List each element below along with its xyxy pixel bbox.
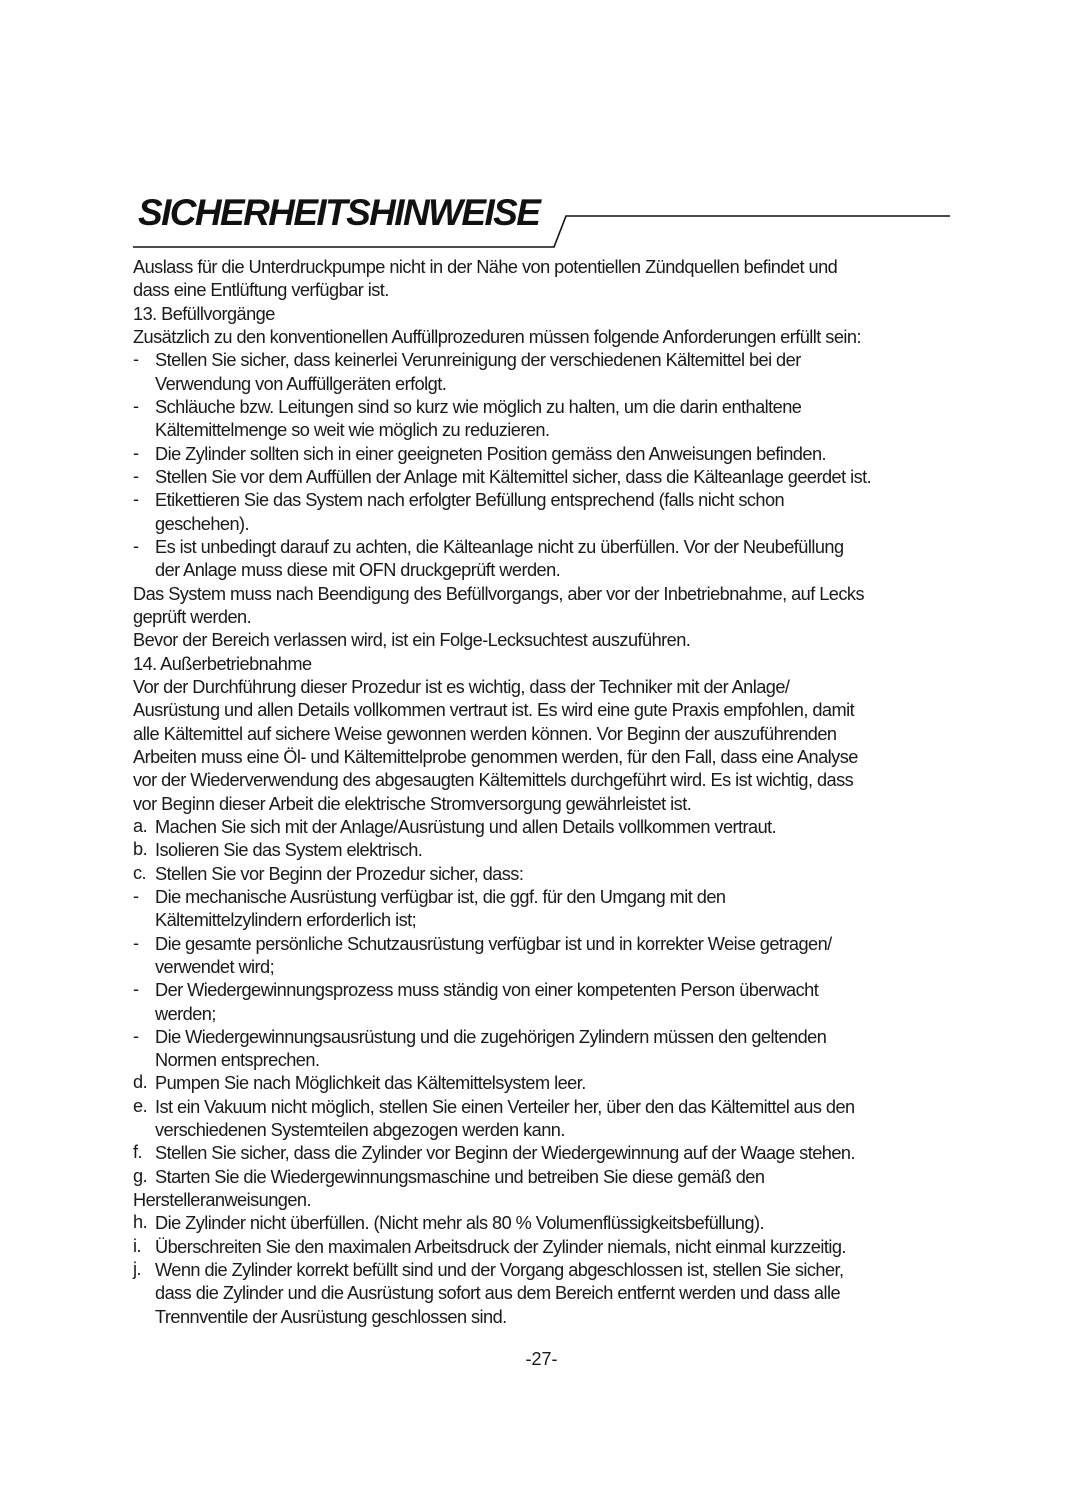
text-line: Starten Sie die Wiedergewinnungsmaschine und betreiben Sie diese gemäß den bbox=[155, 1166, 765, 1187]
text-line: Machen Sie sich mit der Anlage/Ausrüstung und allen Details vollkommen vertraut. bbox=[155, 816, 777, 837]
text-line: Normen entsprechen. bbox=[155, 1050, 320, 1071]
text-line: 14. Außerbetriebnahme bbox=[133, 653, 312, 674]
text-line: vor Beginn dieser Arbeit die elektrische Stromversorgung gewährleistet ist. bbox=[133, 793, 692, 814]
list-item bbox=[133, 979, 963, 1026]
text-line: Die Zylinder sollten sich in einer geeigneten Position gemäss den Anweisungen befinden. bbox=[155, 443, 827, 464]
list-marker: d. bbox=[133, 1072, 148, 1093]
text-line: Herstelleranweisungen. bbox=[133, 1190, 311, 1211]
text-line: Ist ein Vakuum nicht möglich, stellen Sie einen Verteiler her, über den das Kältemittel aus den bbox=[155, 1096, 855, 1117]
text-line: Überschreiten Sie den maximalen Arbeitsdruck der Zylinder niemals, nicht einmal kurzzeitig. bbox=[155, 1236, 846, 1257]
text-line: Die gesamte persönliche Schutzausrüstung verfügbar ist und in korrekter Weise getragen/ bbox=[155, 933, 832, 954]
text-line: Zusätzlich zu den konventionellen Auffüllprozeduren müssen folgende Anforderungen erfüllt sein: bbox=[133, 326, 861, 347]
text-line: 13. Befüllvorgänge bbox=[133, 303, 275, 324]
text-line: verschiedenen Systemteilen abgezogen werden kann. bbox=[155, 1120, 565, 1141]
list-item bbox=[133, 933, 963, 980]
text-line: Stellen Sie sicher, dass keinerlei Verunreinigung der verschiedenen Kältemittel bei der bbox=[155, 350, 801, 371]
list-item bbox=[133, 839, 963, 862]
text-line: Kältemittelmenge so weit wie möglich zu reduzieren. bbox=[155, 420, 550, 441]
text-line: vor der Wiederverwendung des abgesaugten Kältemittels durchgeführt wird. Es ist wichtig, dass bbox=[133, 770, 854, 791]
list-item bbox=[133, 443, 963, 466]
list-marker: - bbox=[133, 395, 139, 416]
text-line: Schläuche bzw. Leitungen sind so kurz wie möglich zu halten, um die darin enthaltene bbox=[155, 396, 802, 417]
text-line: der Anlage muss diese mit OFN druckgeprüft werden. bbox=[155, 560, 561, 581]
text-line: geprüft werden. bbox=[133, 606, 252, 627]
document-body bbox=[133, 256, 963, 1329]
title-rule-divider bbox=[0, 0, 1083, 300]
text-line: Die mechanische Ausrüstung verfügbar ist, die ggf. für den Umgang mit den bbox=[155, 886, 726, 907]
text-line: Etikettieren Sie das System nach erfolgter Befüllung entsprechend (falls nicht schon bbox=[155, 490, 785, 511]
list-marker: - bbox=[133, 349, 139, 370]
paragraph bbox=[133, 303, 963, 326]
list-marker: a. bbox=[133, 815, 148, 836]
list-marker: h. bbox=[133, 1212, 148, 1233]
list-marker: j. bbox=[133, 1259, 141, 1280]
text-line: Arbeiten muss eine Öl- und Kältemittelprobe genommen werden, für den Fall, dass eine Analyse bbox=[133, 746, 858, 767]
list-item bbox=[133, 1072, 963, 1095]
text-line: werden; bbox=[155, 1003, 216, 1024]
text-line: Die Wiedergewinnungsausrüstung und die zugehörigen Zylindern müssen den geltenden bbox=[155, 1026, 827, 1047]
text-line: Pumpen Sie nach Möglichkeit das Kältemittelsystem leer. bbox=[155, 1073, 586, 1094]
list-item bbox=[133, 536, 963, 583]
paragraph bbox=[133, 583, 963, 630]
list-item bbox=[133, 466, 963, 489]
list-marker: - bbox=[133, 979, 139, 1000]
text-line: Es ist unbedingt darauf zu achten, die Kälteanlage nicht zu überfüllen. Vor der Neubefüllung bbox=[155, 536, 844, 557]
text-line: Verwendung von Auffüllgeräten erfolgt. bbox=[155, 373, 447, 394]
text-line: Das System muss nach Beendigung des Befüllvorgangs, aber vor der Inbetriebnahme, auf Lecks bbox=[133, 583, 864, 604]
list-item bbox=[133, 349, 963, 396]
list-marker: f. bbox=[133, 1142, 143, 1163]
list-marker: - bbox=[133, 535, 139, 556]
list-item bbox=[133, 886, 963, 933]
list-marker: i. bbox=[133, 1235, 141, 1256]
paragraph bbox=[133, 629, 963, 652]
page-number: -27- bbox=[525, 1349, 558, 1369]
list-marker: c. bbox=[133, 862, 147, 883]
text-line: Isolieren Sie das System elektrisch. bbox=[155, 840, 423, 861]
text-line: Stellen Sie sicher, dass die Zylinder vor Beginn der Wiedergewinnung auf der Waage stehen. bbox=[155, 1143, 855, 1164]
text-line: dass eine Entlüftung verfügbar ist. bbox=[133, 280, 389, 301]
list-item bbox=[133, 1259, 963, 1329]
list-item bbox=[133, 816, 963, 839]
section-title: SICHERHEITSHINWEISE bbox=[138, 192, 540, 233]
list-item bbox=[133, 1026, 963, 1073]
list-item bbox=[133, 489, 963, 536]
list-marker: e. bbox=[133, 1095, 148, 1116]
list-item bbox=[133, 1166, 963, 1213]
list-marker: - bbox=[133, 465, 139, 486]
paragraph bbox=[133, 653, 963, 676]
text-line: Kältemittelzylindern erforderlich ist; bbox=[155, 910, 417, 931]
paragraph bbox=[133, 676, 963, 816]
list-marker: - bbox=[133, 932, 139, 953]
list-marker: g. bbox=[133, 1165, 148, 1186]
list-marker: - bbox=[133, 489, 139, 510]
list-item bbox=[133, 396, 963, 443]
text-line: Stellen Sie vor dem Auffüllen der Anlage mit Kältemittel sicher, dass die Kälteanlage geerdet ist. bbox=[155, 466, 872, 487]
list-marker: - bbox=[133, 442, 139, 463]
text-line: Die Zylinder nicht überfüllen. (Nicht mehr als 80 % Volumenflüssigkeitsbefüllung). bbox=[155, 1213, 764, 1234]
text-line: Bevor der Bereich verlassen wird, ist ein Folge-Lecksuchtest auszuführen. bbox=[133, 630, 691, 651]
text-line: Trennventile der Ausrüstung geschlossen sind. bbox=[155, 1306, 507, 1327]
list-marker: - bbox=[133, 885, 139, 906]
list-item bbox=[133, 1236, 963, 1259]
list-item bbox=[133, 1142, 963, 1165]
list-marker: b. bbox=[133, 839, 148, 860]
text-line: Wenn die Zylinder korrekt befüllt sind und der Vorgang abgeschlossen ist, stellen Sie sicher, bbox=[155, 1260, 844, 1281]
list-item bbox=[133, 1212, 963, 1235]
text-line: alle Kältemittel auf sichere Weise gewonnen werden können. Vor Beginn der auszuführenden bbox=[133, 723, 837, 744]
text-line: geschehen). bbox=[155, 513, 250, 534]
text-line: verwendet wird; bbox=[155, 956, 275, 977]
list-item bbox=[133, 863, 963, 886]
text-line: Ausrüstung und allen Details vollkommen vertraut ist. Es wird eine gute Praxis empfohlen, damit bbox=[133, 700, 855, 721]
text-line: dass die Zylinder und die Ausrüstung sofort aus dem Bereich entfernt werden und dass alle bbox=[155, 1283, 841, 1304]
text-line: Auslass für die Unterdruckpumpe nicht in der Nähe von potentiellen Zündquellen befindet und bbox=[133, 257, 838, 277]
text-line: Der Wiedergewinnungsprozess muss ständig von einer kompetenten Person überwacht bbox=[155, 980, 819, 1001]
list-marker: - bbox=[133, 1025, 139, 1046]
list-item bbox=[133, 1096, 963, 1143]
paragraph bbox=[133, 256, 963, 303]
text-line: Stellen Sie vor Beginn der Prozedur sicher, dass: bbox=[155, 863, 524, 884]
text-line: Vor der Durchführung dieser Prozedur ist es wichtig, dass der Techniker mit der Anlage/ bbox=[133, 676, 790, 697]
paragraph bbox=[133, 326, 963, 349]
